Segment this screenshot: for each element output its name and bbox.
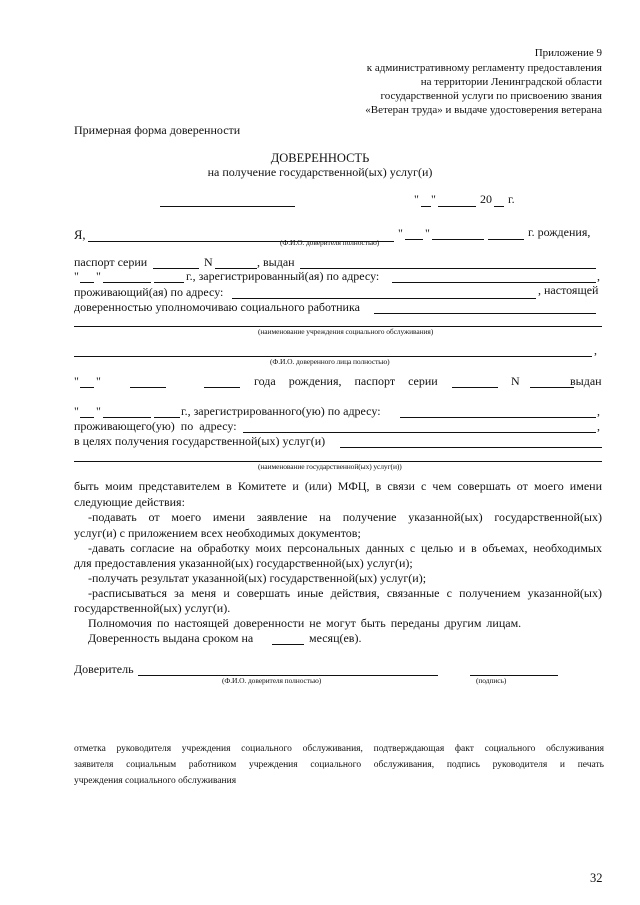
place-line[interactable] (160, 206, 295, 207)
sample-form-label: Примерная форма доверенности (74, 123, 241, 137)
agent-issue-year-line[interactable] (154, 417, 180, 418)
body-p5-line1: -расписываться за меня и совершать иные действия, связанные с получением указанной(ых) (88, 586, 602, 600)
birth-suffix: г. рождения, (528, 225, 591, 239)
caption-institution: (наименование учреждения социального обслуживания) (258, 327, 434, 336)
agent-issue-day-line[interactable] (80, 417, 94, 418)
agent-birth-quote-open: " (74, 374, 79, 388)
appendix-line-5: «Ветеран труда» и выдаче удостоверения ветерана (365, 104, 602, 116)
agent-birth-quote-close: " (96, 374, 101, 388)
agent-birth-month-line[interactable] (130, 387, 166, 388)
body-p3-line2: для предоставления указанной(ых) государственной(ых) услуг(и); (74, 556, 413, 570)
body-p7-post: месяц(ев). (309, 631, 362, 645)
caption-principal-fio: (Ф.И.О. доверителя полностью) (280, 238, 380, 247)
agent-registered-line[interactable] (400, 417, 596, 418)
term-months-line[interactable] (272, 644, 304, 645)
date-day-line[interactable] (421, 206, 431, 207)
agent-residing-comma: , (597, 419, 600, 433)
body-p2-line1: -подавать от моего имени заявление на получение указанной(ых) государственной(ых) (88, 510, 602, 524)
appendix-line-4: государственной услуги по присвоению звания (380, 90, 602, 102)
date-quote-close: " (431, 192, 436, 206)
date-month-line[interactable] (438, 206, 476, 207)
footer-note-line1: отметка руководителя учреждения социального обслуживания, подтверждающая факт социального обслуживания (74, 744, 604, 754)
residing-suffix: , настоящей (538, 283, 599, 297)
birth-month-line[interactable] (432, 239, 484, 240)
registered-label: г., зарегистрированный(ая) по адресу: (186, 269, 380, 283)
agent-issue-quote-close: " (96, 404, 101, 418)
appendix-line-2: к административному регламенту предоставления (366, 62, 602, 74)
caption-signature-fio: (Ф.И.О. доверителя полностью) (222, 676, 322, 685)
agent-passport-number-line[interactable] (530, 387, 574, 388)
issue-month-line[interactable] (103, 282, 151, 283)
agent-birth-passport-label: года рождения, паспорт серии (254, 374, 438, 388)
caption-signature: (подпись) (476, 676, 507, 685)
agent-passport-series-line[interactable] (452, 387, 498, 388)
issue-year-line[interactable] (154, 282, 184, 283)
agent-issue-month-line[interactable] (103, 417, 151, 418)
body-p6: Полномочия по настоящей доверенности не могут быть переданы другим лицам. (88, 616, 522, 630)
document-subtitle: на получение государственной(ых) услуг(и) (207, 165, 433, 179)
body-p5-line2: государственной(ых) услуг(и). (74, 601, 231, 615)
date-quote-open: " (414, 192, 419, 206)
footer-note-line3: учреждения социального обслуживания (74, 776, 237, 786)
birth-year-line[interactable] (488, 239, 524, 240)
registered-comma: , (597, 269, 600, 283)
issue-quote-close: " (96, 269, 101, 283)
body-p1-line1: быть моим представителем в Комитете и (или) МФЦ, в связи с чем совершать от моего имени (74, 479, 602, 493)
issue-day-line[interactable] (80, 282, 94, 283)
date-year-line[interactable] (494, 206, 504, 207)
principal-label: Доверитель (74, 662, 134, 676)
social-worker-line[interactable] (374, 313, 596, 314)
agent-registered-label: г., зарегистрированного(ую) по адресу: (181, 404, 381, 418)
body-p2-line2: услуг(и) с приложением всех необходимых документов; (74, 526, 361, 540)
birth-quote-close: " (425, 226, 430, 240)
appendix-line-1: Приложение 9 (534, 47, 602, 59)
agent-birth-day-line[interactable] (80, 387, 94, 388)
passport-n-label: N (204, 255, 213, 269)
empower-text: доверенностью уполномочиваю социального работника (74, 300, 360, 314)
agent-birth-year-line[interactable] (204, 387, 240, 388)
document-title: ДОВЕРЕННОСТЬ (270, 151, 370, 165)
passport-issued-label: , выдан (257, 255, 295, 269)
agent-fio-comma: , (594, 343, 597, 357)
page-number: 32 (590, 871, 603, 885)
date-year-suffix: г. (508, 192, 515, 206)
agent-passport-n-label: N (511, 374, 520, 388)
residing-label: проживающий(ая) по адресу: (74, 285, 224, 299)
birth-quote-open: " (398, 226, 403, 240)
issue-quote-open: " (74, 269, 79, 283)
purpose-label: в целях получения государственной(ых) услуг(и) (74, 434, 326, 448)
body-p3-line1: -давать согласие на обработку моих персональных данных с целью и в объемах, необходимых (88, 541, 602, 555)
passport-series-label: паспорт серии (74, 255, 148, 269)
date-year-prefix: 20 (480, 192, 492, 206)
body-p7-pre: Доверенность выдана сроком на (88, 631, 254, 645)
agent-issue-quote-open: " (74, 404, 79, 418)
appendix-line-3: на территории Ленинградской области (420, 76, 602, 88)
purpose-line[interactable] (340, 447, 602, 448)
agent-residing-label: проживающего(ую) по адресу: (74, 419, 237, 433)
ya-label: Я, (74, 228, 86, 242)
body-p1-line2: следующие действия: (74, 495, 185, 509)
caption-agent-fio: (Ф.И.О. доверенного лица полностью) (270, 357, 390, 366)
footer-note-line2: заявителя социальным работником учреждения социального обслуживания, подпись руководителя и печать (74, 760, 604, 770)
residing-address-line[interactable] (232, 298, 536, 299)
caption-service-name: (наименование государственной(ых) услуг(и)) (258, 462, 402, 471)
body-p4: -получать результат указанной(ых) государственной(ых) услуг(и); (88, 571, 427, 585)
agent-issued-label: выдан (570, 374, 602, 388)
birth-day-line[interactable] (405, 239, 423, 240)
agent-registered-comma: , (597, 404, 600, 418)
agent-residing-line[interactable] (243, 432, 596, 433)
